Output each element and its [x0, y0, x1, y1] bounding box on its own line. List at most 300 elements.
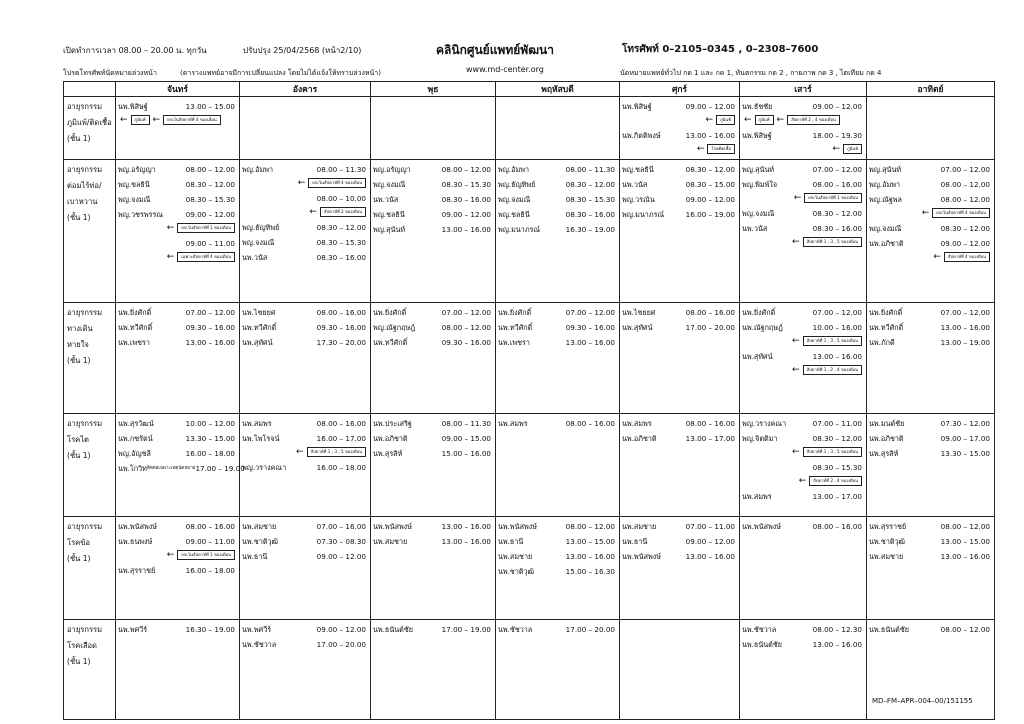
- time-range: 13.00 – 16.00: [940, 552, 990, 561]
- schedule-cell: [240, 517, 371, 620]
- note-label: สัปดาห์ที่ 2 , 4 ของเดือน: [787, 115, 840, 125]
- time-range: 08.00 – 16.00: [685, 308, 735, 317]
- schedule-note: [118, 222, 235, 234]
- note-label: ภูมิแพ้: [843, 144, 862, 154]
- schedule-cell: [740, 97, 867, 160]
- day-header-sat: เสาร์: [740, 82, 867, 97]
- doctor-entry: [242, 549, 368, 564]
- doctor-entry: [242, 191, 368, 206]
- time-range: 13.00 – 17.00: [685, 434, 735, 443]
- time-range: 13.00 – 15.00: [185, 102, 235, 111]
- doctor-subnote: ติดต่อเฉพาะเหตุนัดหมาย: [146, 466, 196, 471]
- day-header-row: [64, 82, 995, 97]
- time-range: 09.00 – 12.00: [185, 210, 235, 219]
- time-range: 13.00 – 15.00: [565, 537, 615, 546]
- time-range: 08.00 – 16.00: [812, 522, 862, 531]
- doctor-name: นพ.ทวีศักดิ์: [373, 338, 408, 347]
- doctor-name: นพ.ทวีศักดิ์: [242, 323, 277, 332]
- schedule-note: [118, 251, 235, 263]
- doctor-name: นพ.ธนพงษ์: [118, 537, 153, 546]
- doctor-name: พญ.อรัญญา: [118, 165, 156, 174]
- doctor-name: นพ.สมชาย: [373, 537, 408, 546]
- doctor-entry: [373, 534, 493, 549]
- doctor-name: นพ.ธนันต์ชัย: [742, 640, 782, 649]
- doctor-entry: [242, 335, 368, 350]
- time-range: 07.00 – 11.00: [812, 419, 862, 428]
- note-label: โรคติดเชื้อ: [707, 144, 735, 154]
- note-label: สัปดาห์ที่ 1 , 3 , 5 ของเดือน: [803, 336, 862, 346]
- time-range: 16.00 – 18.00: [185, 566, 235, 575]
- doctor-name: พญ.วรางคณา: [742, 419, 787, 428]
- doctor-entry: [373, 207, 493, 222]
- time-range: 08.00 – 16.00: [316, 419, 366, 428]
- doctor-entry: [118, 431, 237, 446]
- doctor-name: นพ.โกวิท: [118, 464, 147, 473]
- doctor-entry: [118, 461, 245, 476]
- department-name-line: ต่อมไร้ท่อ/เบาหวาน: [67, 181, 102, 206]
- doctor-entry: [742, 519, 864, 534]
- doctor-name: นพ.พนัสพงษ์: [118, 522, 157, 531]
- schedule-cell: [116, 97, 240, 160]
- time-range: 09.30 – 16.00: [185, 323, 235, 332]
- doctor-entry: [742, 431, 864, 446]
- doctor-entry: [869, 221, 992, 236]
- time-range: 13.00 – 15.00: [940, 537, 990, 546]
- note-label: สัปดาห์ที่ 4 ของเดือน: [944, 252, 990, 262]
- doctor-entry: [373, 222, 493, 237]
- note-label: ยกเว้นสัปดาห์ที่ 1 ของเดือน: [177, 550, 235, 560]
- doctor-entry: [242, 622, 368, 637]
- doctor-name: นพ.ธนันต์ชัย: [869, 625, 909, 634]
- time-range: 08.30 – 15.30: [185, 195, 235, 204]
- day-header-mon: จันทร์: [116, 82, 240, 97]
- doctor-entry: [869, 192, 992, 207]
- arrow-left-icon: ←: [309, 207, 317, 217]
- schedule-cell: [240, 620, 371, 720]
- schedule-cell: [116, 517, 240, 620]
- doctor-name: นพ.พิสิษฐ์: [622, 102, 652, 111]
- doctor-name: นพ.พนัสพงษ์: [742, 522, 781, 531]
- doctor-entry: [118, 335, 237, 350]
- schedule-note: [622, 114, 735, 126]
- schedule-note: [742, 446, 862, 458]
- time-range: 08.00 – 12.00: [940, 625, 990, 634]
- doctor-entry: [373, 335, 493, 350]
- doctor-entry: [742, 349, 864, 364]
- time-range: 08.00 – 11.30: [441, 419, 491, 428]
- doctor-entry: [742, 128, 864, 143]
- schedule-cell: [371, 97, 496, 160]
- doctor-entry: [869, 622, 992, 637]
- doctor-name: นพ.พนัสพงษ์: [498, 522, 537, 531]
- note-label: ยกเว้นสัปดาห์ที่ 1 ของเดือน: [177, 223, 235, 233]
- department-name-line: ทางเดินหายใจ: [67, 324, 93, 349]
- doctor-name: นพ.สมชาย: [498, 552, 533, 561]
- schedule-change-notice: (ตารางแพทย์อาจมีการเปลี่ยนแปลง โดยไม่ได้แจ้งให้ทราบล่วงหน้า): [180, 69, 381, 77]
- schedule-cell: [620, 303, 740, 414]
- doctor-entry: [742, 637, 864, 652]
- schedule-cell: [620, 414, 740, 517]
- time-range: 08.30 – 16.00: [441, 195, 491, 204]
- doctor-name: นพ.อภิชาติ: [869, 434, 904, 443]
- department-row: [64, 517, 995, 620]
- schedule-cell: [867, 303, 995, 414]
- time-range: 08.00 – 16.00: [316, 308, 366, 317]
- time-range: 07.30 – 12.00: [940, 419, 990, 428]
- schedule-cell: [240, 160, 371, 303]
- arrow-left-icon: ←: [921, 208, 930, 218]
- doctor-entry: [498, 222, 617, 237]
- doctor-entry: [242, 534, 368, 549]
- doctor-name: นพ.ธัชชัย: [742, 102, 773, 111]
- department-row: [64, 414, 995, 517]
- note-label: ยกเว้นสัปดาห์ที่ 4 ของเดือน: [163, 115, 221, 125]
- time-range: 07.00 – 12.00: [565, 308, 615, 317]
- schedule-note: [242, 446, 366, 458]
- doctor-name: พญ.ชลธินี: [622, 165, 654, 174]
- department-name-line: อายุรกรรม: [67, 165, 103, 174]
- doctor-entry: [373, 446, 493, 461]
- doctor-name: นพ.สมพร: [498, 419, 528, 428]
- doctor-name: นพ.สุทัศน์: [242, 338, 273, 347]
- arrow-left-icon: ←: [120, 115, 128, 125]
- doctor-name: พญ.สุนันท์: [742, 165, 775, 174]
- schedule-cell: [116, 303, 240, 414]
- doctor-entry: [869, 549, 992, 564]
- schedule-cell: [240, 97, 371, 160]
- time-range: 09.00 – 12.00: [940, 239, 990, 248]
- doctor-name: นพ.ยิ่งศักดิ์: [869, 308, 903, 317]
- doctor-entry: [622, 192, 737, 207]
- doctor-name: นพ.วนัส: [622, 180, 648, 189]
- time-range: 08.00 – 16.00: [565, 419, 615, 428]
- time-range: 08.30 – 12.00: [685, 165, 735, 174]
- doctor-name: พญ.ณัฐกฤษฎ์: [373, 323, 416, 332]
- doctor-name: นพ.พนัสพงษ์: [622, 552, 661, 561]
- time-range: 08.30 – 16.00: [316, 253, 366, 262]
- department-name-line: (ชั้น 1): [67, 134, 91, 143]
- department-cell: [64, 620, 116, 720]
- arrow-left-icon: ←: [792, 237, 800, 247]
- schedule-cell: [620, 517, 740, 620]
- day-header-wed: พุธ: [371, 82, 496, 97]
- arrow-left-icon: ←: [297, 178, 306, 188]
- doctor-entry: [869, 177, 992, 192]
- doctor-entry: [498, 177, 617, 192]
- doctor-entry: [498, 416, 617, 431]
- arrow-left-icon: ←: [166, 252, 175, 262]
- doctor-entry: [622, 519, 737, 534]
- doctor-name: นพ.ทวีศักดิ์: [498, 323, 533, 332]
- doctor-name: พญ.อัมพา: [498, 165, 529, 174]
- schedule-cell: [620, 160, 740, 303]
- revision-date: ปรับปรุง 25/04/2568 (หน้า2/10): [243, 46, 362, 55]
- arrow-left-icon: ←: [792, 447, 800, 457]
- doctor-entry: [742, 206, 864, 221]
- doctor-entry: [742, 460, 864, 475]
- schedule-cell: [867, 97, 995, 160]
- time-range: 13.00 – 16.00: [441, 537, 491, 546]
- arrow-left-icon: ←: [792, 336, 800, 346]
- time-range: 17.00 – 19.00: [441, 625, 491, 634]
- doctor-name: พญ.อัมพา: [242, 165, 273, 174]
- note-label: ภูมิแพ้: [716, 115, 735, 125]
- doctor-entry: [622, 534, 737, 549]
- form-code: MD–FM–APR–004–00/151155: [872, 697, 973, 705]
- doctor-entry: [373, 416, 493, 431]
- doctor-entry: [242, 305, 368, 320]
- time-range: 16.00 – 17.00: [316, 434, 366, 443]
- arrow-left-icon: ←: [792, 365, 800, 375]
- schedule-note: [869, 251, 990, 263]
- time-range: 17.00 – 20.00: [685, 323, 735, 332]
- arrow-left-icon: ←: [296, 447, 304, 457]
- doctor-entry: [622, 177, 737, 192]
- time-range: 08.00 – 12.00: [565, 522, 615, 531]
- time-range: 13.30 – 15.00: [185, 434, 235, 443]
- time-range: 08.30 – 12.00: [565, 180, 615, 189]
- doctor-entry: [118, 622, 237, 637]
- doctor-entry: [118, 99, 237, 114]
- time-range: 09.30 – 16.00: [565, 323, 615, 332]
- time-range: 09.00 – 12.00: [441, 210, 491, 219]
- time-range: 13.00 – 17.00: [812, 492, 862, 501]
- doctor-entry: [118, 446, 237, 461]
- schedule-cell: [740, 160, 867, 303]
- schedule-note: [742, 335, 862, 347]
- doctor-name: นพ.สุรสิห์: [869, 449, 899, 458]
- website[interactable]: www.md-center.org: [466, 65, 544, 74]
- doctor-name: นพ.ณัฐกฤษฎ์: [742, 323, 783, 332]
- doctor-entry: [373, 162, 493, 177]
- time-range: 13.30 – 15.00: [940, 449, 990, 458]
- department-header: [64, 82, 116, 97]
- time-range: 07.00 – 12.00: [441, 308, 491, 317]
- schedule-note: [742, 192, 862, 204]
- doctor-name: นพ.ธานี: [498, 537, 524, 546]
- doctor-name: พญ.จงมณี: [742, 209, 775, 218]
- doctor-entry: [242, 250, 368, 265]
- day-header-sun: อาทิตย์: [867, 82, 995, 97]
- time-range: 08.00 – 12.00: [185, 165, 235, 174]
- doctor-name: นพ.ทวีศักดิ์: [118, 323, 153, 332]
- arrow-left-icon: ←: [166, 550, 175, 560]
- schedule-cell: [240, 303, 371, 414]
- time-range: 13.00 – 16.00: [685, 552, 735, 561]
- doctor-entry: [869, 162, 992, 177]
- doctor-name: นพ.อภิชาติ: [622, 434, 657, 443]
- doctor-entry: [622, 549, 737, 564]
- doctor-name: พญ.จิตติมา: [742, 434, 778, 443]
- doctor-name: นพ.ยิ่งศักดิ์: [373, 308, 407, 317]
- doctor-entry: [622, 305, 737, 320]
- doctor-entry: [869, 335, 992, 350]
- note-label: ยกเว้นสัปดาห์ที่ 1 ของเดือน: [804, 193, 862, 203]
- time-range: 08.00 – 12.00: [940, 522, 990, 531]
- doctor-entry: [869, 305, 992, 320]
- doctor-name: นพ.สุทัศน์: [742, 352, 773, 361]
- time-range: 07.00 – 12.00: [185, 308, 235, 317]
- doctor-entry: [118, 236, 237, 251]
- time-range: 08.00 – 16.00: [812, 180, 862, 189]
- doctor-name: พญ.พิมพ์ใจ: [742, 180, 778, 189]
- doctor-entry: [742, 320, 864, 335]
- doctor-name: พญ.สุนันท์: [373, 225, 406, 234]
- time-range: 09.00 – 11.00: [185, 239, 235, 248]
- doctor-entry: [373, 431, 493, 446]
- doctor-name: นพ.สุทัศน์: [622, 323, 653, 332]
- time-range: 08.00 – 11.30: [316, 165, 366, 174]
- doctor-name: พญ.อัญชลี: [118, 449, 151, 458]
- schedule-cell: [496, 620, 620, 720]
- time-range: 09.00 – 12.00: [685, 537, 735, 546]
- doctor-entry: [622, 207, 737, 222]
- arrow-left-icon: ←: [696, 144, 705, 154]
- time-range: 08.30 – 12.00: [940, 224, 990, 233]
- schedule-cell: [867, 414, 995, 517]
- clinic-name: คลินิกศูนย์แพทย์พัฒนา: [436, 43, 554, 57]
- doctor-name: นพ.มนต์ชัย: [869, 419, 905, 428]
- time-range: 09.00 – 12.00: [316, 552, 366, 561]
- time-range: 13.00 – 16.00: [565, 338, 615, 347]
- doctor-name: นพ.สมชาย: [622, 522, 657, 531]
- schedule-cell: [740, 620, 867, 720]
- doctor-name: นพ.พนัสพงษ์: [373, 522, 412, 531]
- doctor-name: พญ.ชลธินี: [498, 210, 530, 219]
- doctor-name: นพ.ชาติวุฒิ: [498, 567, 535, 576]
- doctor-entry: [742, 221, 864, 236]
- doctor-schedule-table: [63, 81, 995, 720]
- doctor-entry: [118, 519, 237, 534]
- doctor-name: นพ.เพชรา: [118, 338, 150, 347]
- doctor-name: พญ.ธัญทิพย์: [242, 223, 280, 232]
- doctor-entry: [498, 549, 617, 564]
- department-name-line: อายุรกรรมโรคเลือด: [67, 625, 103, 650]
- doctor-name: นพ.กิตติพงษ์: [622, 131, 661, 140]
- note-label: สัปดาห์ที่ 1 , 3 , 5 ของเดือน: [803, 447, 862, 457]
- doctor-name: นพ.วนัส: [242, 253, 268, 262]
- doctor-name: พญ.ชลธินี: [118, 180, 150, 189]
- time-range: 13.00 – 16.00: [441, 225, 491, 234]
- doctor-name: พญ.อัมพา: [869, 180, 900, 189]
- doctor-name: นพ.อภิชาติ: [373, 434, 408, 443]
- schedule-cell: [740, 303, 867, 414]
- doctor-entry: [498, 320, 617, 335]
- schedule-cell: [867, 517, 995, 620]
- schedule-cell: [371, 620, 496, 720]
- doctor-name: นพ.อภิชาติ: [869, 239, 904, 248]
- note-label: สัปดาห์ที่ 1 , 3 , 5 ของเดือน: [307, 447, 366, 457]
- time-range: 16.30 – 19.00: [565, 225, 615, 234]
- time-range: 08.00 – 12.00: [940, 180, 990, 189]
- doctor-entry: [869, 534, 992, 549]
- doctor-name: นพ.กชรัตน์: [118, 434, 153, 443]
- doctor-entry: [622, 416, 737, 431]
- doctor-entry: [242, 235, 368, 250]
- arrow-left-icon: ←: [705, 115, 714, 125]
- schedule-cell: [371, 414, 496, 517]
- doctor-entry: [742, 162, 864, 177]
- department-name-line: (ชั้น 1): [67, 213, 91, 222]
- doctor-entry: [373, 177, 493, 192]
- doctor-entry: [118, 192, 237, 207]
- schedule-note: [242, 177, 366, 189]
- time-range: 08.30 – 15.30: [441, 180, 491, 189]
- time-range: 08.00 – 12.00: [940, 195, 990, 204]
- doctor-name: นพ.ชัชวาล: [242, 640, 277, 649]
- doctor-name: นพ.ประเสริฐ: [373, 419, 412, 428]
- schedule-cell: [496, 160, 620, 303]
- time-range: 09.00 – 15.00: [441, 434, 491, 443]
- doctor-entry: [869, 320, 992, 335]
- time-range: 09.00 – 12.00: [685, 195, 735, 204]
- time-range: 13.00 – 16.00: [685, 131, 735, 140]
- doctor-entry: [742, 305, 864, 320]
- doctor-name: พญ.ธัญทิพย์: [498, 180, 536, 189]
- note-label: ยกเว้นสัปดาห์ที่ 4 ของเดือน: [932, 208, 990, 218]
- doctor-name: นพ.ยิ่งศักดิ์: [742, 308, 776, 317]
- doctor-entry: [242, 220, 368, 235]
- doctor-entry: [118, 416, 237, 431]
- phone-numbers: โทรศัพท์ 0–2105–0345 , 0–2308–7600: [622, 44, 819, 55]
- time-range: 08.30 – 15.30: [812, 463, 862, 472]
- arrow-left-icon: ←: [933, 252, 941, 262]
- doctor-name: นพ.โพโรจน์: [242, 434, 280, 443]
- department-name-line: (ชั้น 1): [67, 356, 91, 365]
- doctor-name: พญ.จงมณี: [373, 180, 406, 189]
- doctor-entry: [118, 320, 237, 335]
- doctor-name: นพ.ชาติวุฒิ: [242, 537, 279, 546]
- department-row: [64, 160, 995, 303]
- schedule-note: [744, 114, 862, 126]
- doctor-entry: [869, 446, 992, 461]
- schedule-cell: [496, 303, 620, 414]
- time-range: 08.00 – 12.00: [441, 323, 491, 332]
- doctor-entry: [869, 236, 992, 251]
- doctor-entry: [498, 564, 617, 579]
- doctor-entry: [742, 99, 864, 114]
- time-range: 18.00 – 19.30: [812, 131, 862, 140]
- doctor-name: นพ.ชาติวุฒิ: [869, 537, 906, 546]
- doctor-name: นพ.พศวีร์: [242, 625, 272, 634]
- doctor-name: นพ.ธานี: [622, 537, 648, 546]
- doctor-entry: [242, 162, 368, 177]
- doctor-name: นพ.สมชาย: [869, 552, 904, 561]
- doctor-name: นพ.ทวีศักดิ์: [869, 323, 904, 332]
- doctor-entry: [242, 416, 368, 431]
- time-range: 09.00 – 12.00: [685, 102, 735, 111]
- advance-booking-note: โปรดโทรศัพท์นัดหมายล่วงหน้า: [63, 69, 157, 77]
- schedule-note: [869, 207, 990, 219]
- doctor-name: นพ.ชัชวาล: [498, 625, 533, 634]
- time-range: 15.00 – 16.00: [441, 449, 491, 458]
- department-cell: [64, 97, 116, 160]
- doctor-name: นพ.ไชยยศ: [622, 308, 656, 317]
- doctor-entry: [242, 637, 368, 652]
- doctor-name: นพ.พิสิษฐ์: [742, 131, 772, 140]
- doctor-entry: [622, 99, 737, 114]
- doctor-name: พญ.วรางคณา: [242, 463, 287, 472]
- department-name-line: (ชั้น 1): [67, 554, 91, 563]
- doctor-entry: [373, 622, 493, 637]
- time-range: 17.30 – 20.00: [316, 338, 366, 347]
- time-range: 09.00 – 12.00: [812, 102, 862, 111]
- doctor-name: พญ.ชลธินี: [373, 210, 405, 219]
- department-name-line: (ชั้น 1): [67, 657, 91, 666]
- doctor-name: พญ.มนาภรณ์: [622, 210, 665, 219]
- time-range: 07.00 – 12.00: [812, 308, 862, 317]
- doctor-entry: [373, 320, 493, 335]
